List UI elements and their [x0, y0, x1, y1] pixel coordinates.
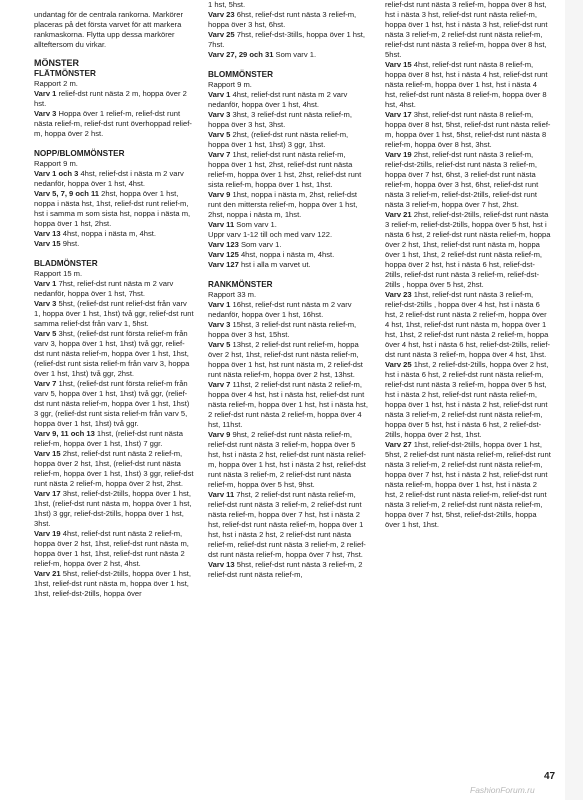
instruction-row	[208, 490, 368, 560]
row-text: 7hst, 2 relief-dst runt nästa relief-m, relief-dst runt nästa 3 relief-m, 2 relief-dst runt nästa relief-m, hoppa över 7 hst, hst i nästa 2 hst, relief-dst runt nästa relief-m, hoppa över 1 hst, hst i nästa 2 hst, 2 relief-dst runt nästa relief-m, relief-dst runt nästa 3 relief-m, 2 relief-dst runt nästa relief-m, hoppa över 7 hst, 7hst.	[208, 490, 366, 559]
col2-lead-rows	[208, 0, 368, 60]
row-label: Varv 7	[208, 380, 231, 389]
row-label: Varv 27, 29 och 31	[208, 50, 274, 59]
instruction-row	[208, 340, 368, 380]
row-text: 4hst, relief-dst runt nästa 2 relief-m, hoppa över 2 hst, 1hst, relief-dst runt nästa m, hoppa över 1 hst, 1hst, relief-dst runt nästa 2 relief-m, hoppa över 2 hst, 4hst.	[34, 529, 189, 568]
row-text: Som varv 1.	[234, 220, 277, 229]
row-label: Varv 5	[208, 130, 231, 139]
instruction-row	[208, 10, 368, 30]
instruction-row	[385, 360, 551, 440]
col3-rows	[385, 0, 551, 530]
row-label: Varv 125	[208, 250, 239, 259]
instruction-row	[385, 110, 551, 150]
row-text: 1hst, relief-dst runt nästa 3 relief-m, relief-dst-2tills , hoppa över 4 hst, hst i nästa 6 hst, 2 relief-dst runt nästa 2 relief-m, hoppa över 4 hst, 1hst, relief-dst runt nästa m, hoppa över 1 hst, 1hst, 2 relief-dst runt nästa 2 relief-m, hoppa över 4 hst, hst i nästa 6 hst, relief-dst-2tills, relief-dst runt nästa 3 relief-m, hoppa över 4 hst, 1hst.	[385, 290, 551, 359]
instruction-row	[208, 30, 368, 50]
instruction-row	[385, 60, 551, 110]
row-label: Varv 1	[34, 89, 57, 98]
instruction-row	[385, 290, 551, 360]
row-label: Varv 21	[34, 569, 61, 578]
instruction-row	[34, 239, 194, 249]
row-label: Varv 23	[208, 10, 235, 19]
row-text: 4hst, noppa i nästa m, 4hst.	[60, 229, 157, 238]
row-label: Varv 15	[34, 239, 61, 248]
row-text: 2hst, relief-dst-2tills, relief-dst runt nästa 3 relief-m, relief-dst-2tills, hoppa över 5 hst, hst i nästa 6 hst, 2 relief-dst runt nästa relief-m, hoppa över 2 hst, 1hst, relief-dst runt nästa m, hoppa över 1 hst, 1hst, 2 relief-dst runt nästa relief-m, hoppa över 2 hst, hst i nästa 6 hst, relief-dst-2tills, relief-dst runt nästa 3 relief-m, relief-dst-2tills , hoppa över 5 hst, 2hst.	[385, 210, 551, 289]
section-rapport: Rapport 15 m.	[34, 269, 83, 278]
instruction-row	[208, 380, 368, 430]
instruction-row	[208, 130, 368, 150]
row-label: Varv 23	[385, 290, 412, 299]
instruction-row	[208, 560, 368, 580]
row-text: 2hst, (relief-dst runt nästa relief-m, hoppa över 1 hst, 1hst) 3 ggr, 1hst.	[208, 130, 349, 149]
page-edge-strip	[565, 0, 583, 800]
row-label: Varv 5	[34, 329, 57, 338]
row-label: Varv 3	[208, 320, 231, 329]
instruction-row	[34, 329, 194, 379]
row-label: Varv 1 och 3	[34, 169, 79, 178]
instruction-row	[34, 299, 194, 329]
row-label: Varv 5, 7, 9 och 11	[34, 189, 100, 198]
row-label: Varv 15	[385, 60, 412, 69]
instruction-row	[385, 210, 551, 290]
row-text: 4hst, noppa i nästa m, 4hst.	[238, 250, 335, 259]
row-text: Hoppa över 1 relief-m, relief-dst runt nästa relief-m, relief-dst runt överhoppad relief-m, hoppa över 2 hst.	[34, 109, 192, 138]
row-text: 1hst, (relief-dst runt första relief-m från varv 5, hoppa över 1 hst, 1hst) två ggr, (relief-dst runt nästa relief-m, hoppa över 1 hst, 1hst) 3 ggr, (relief-dst runt sista relief-m från varv 5, hoppa över 1 hst, 1hst) två ggr.	[34, 379, 190, 428]
row-label: Varv 13	[208, 560, 235, 569]
instruction-row	[34, 89, 194, 109]
row-label: Varv 1	[208, 90, 231, 99]
col2-sections	[208, 70, 368, 580]
row-text: 1hst, noppa i nästa m, 2hst, relief-dst runt den mittersta relief-m, hoppa över 1 hst, 2hst, noppa i nästa m, 1hst.	[208, 190, 358, 219]
instruction-row	[34, 569, 194, 599]
row-label: Varv 11	[208, 490, 235, 499]
instruction-row	[208, 190, 368, 220]
instruction-row	[34, 229, 194, 239]
column-3	[385, 0, 551, 530]
row-text: 1hst, (relief-dst runt nästa relief-m, hoppa över 1 hst, 1hst) 7 ggr.	[34, 429, 184, 448]
row-text: 3hst, (relief-dst runt första relief-m från varv 3, hoppa över 1 hst, 1hst) två ggr, relief-dst runt nästa relief-m, hoppa över 1 hst, 1hst, (relief-dst runt sista relief-m från varv 3, hoppa över 1 hst, 1hst) två ggr, 2hst.	[34, 329, 190, 378]
column-1	[34, 10, 194, 599]
row-text: 4hst, relief-dst runt nästa 8 relief-m, hoppa över 8 hst, hst i nästa 4 hst, relief-dst runt nästa relief-m, hoppa över 1 hst, hst i nästa 4 hst, relief-dst runt nästa 8 relief-m, hoppa över 8 hst, 4hst.	[385, 60, 548, 109]
row-label: Varv 19	[385, 150, 412, 159]
row-label: Varv 17	[34, 489, 61, 498]
row-text: 6hst, relief-dst runt nästa 3 relief-m, hoppa över 3 hst, 6hst.	[208, 10, 357, 29]
instruction-row	[34, 279, 194, 299]
instruction-row	[385, 0, 551, 60]
row-label: Varv 19	[34, 529, 61, 538]
instruction-row	[208, 110, 368, 130]
row-label: Varv 13	[34, 229, 61, 238]
row-text: 16hst, relief-dst runt nästa m 2 varv nedanför, hoppa över 1 hst, 16hst.	[208, 300, 352, 319]
section-rapport: Rapport 2 m.	[34, 79, 78, 88]
instruction-row	[34, 489, 194, 529]
instruction-row	[208, 300, 368, 320]
row-text: 5hst, relief-dst-2tills, hoppa över 1 hst, 1hst, relief-dst runt nästa m, hoppa över 1 hst, 1hst, relief-dst-2tills, hoppa över	[34, 569, 192, 598]
row-text: Som varv 1.	[238, 240, 282, 249]
instruction-row	[208, 0, 368, 10]
section-rapport: Rapport 33 m.	[208, 290, 257, 299]
row-text: 7hst, relief-dst runt nästa m 2 varv nedanför, hoppa över 1 hst, 7hst.	[34, 279, 174, 298]
row-text: 13hst, 2 relief-dst runt relief-m, hoppa över 2 hst, 1hst, relief-dst runt nästa relief-m, hoppa över 1 hst, hst runt nästa m, 2 relief-dst runt nästa relief-m, hoppa över 2 hst, 13hst.	[208, 340, 363, 379]
row-text: 1hst, 2 relief-dst-2tills, hoppa över 2 hst, hst i nästa 6 hst, 2 relief-dst runt nästa relief-m, relief-dst runt nästa 3 relief-m, hoppa över 5 hst, hst i nästa 2 hst, relief-dst runt nästa relief-m, hoppa över 1 hst, hst i nästa 2 hst, relief-dst runt nästa 3 relief-m, 2 relief-dst runt nästa relief-m, hoppa över 5 hst, hst i nästa 6 hst, 2 relief-dst-2tills, hoppa över 2 hst, 1hst.	[385, 360, 549, 439]
row-text: 9hst.	[60, 239, 80, 248]
row-text: 5hst, relief-dst runt nästa 3 relief-m, 2 relief-dst runt nästa relief-m,	[208, 560, 363, 579]
instruction-row	[34, 529, 194, 569]
row-text: 11hst, 2 relief-dst runt nästa 2 relief-m, hoppa över 4 hst, hst i nästa hst, relief-dst runt nästa relief-m, hoppa över 1 hst, hst i nästa hst, 2 relief-dst runt nästa 2 relief-m, hoppa över 4 hst, 11hst.	[208, 380, 368, 429]
section-title: RANKMÖNSTER	[208, 280, 273, 289]
instruction-row	[208, 50, 368, 60]
row-text: 2hst, relief-dst runt nästa 3 relief-m, relief-dst-2tills, relief-dst runt nästa 3 relief-m, hoppa över 7 hst, 6hst, 3 relief-dst runt nästa relief-m, hoppa över 3 hst, 6hst, relief-dst runt nästa 3 relief-m, relief-dst-2tills, relief-dst runt nästa 3 relief-m, hoppa över 7 hst, 2hst.	[385, 150, 539, 209]
row-label: Varv 21	[385, 210, 412, 219]
row-label: Varv 1	[34, 279, 57, 288]
instruction-row	[208, 320, 368, 340]
intro-paragraph: undantag för de centrala rankorna. Markörer placeras på det första varvet för att markera rankmaskorna. Flytta upp dessa markörer allteftersom du virkar.	[34, 10, 184, 49]
row-text: relief-dst runt nästa 3 relief-m, hoppa över 8 hst, hst i nästa 3 hst, relief-dst runt nästa relief-m, hoppa över 1 hst, hst i nästa 3 hst, relief-dst runt nästa 3 relief-m, 2 relief-dst runt nästa relief-m, relief-dst runt nästa 3 relief-m, hoppa över 8 hst, 5hst.	[385, 0, 548, 59]
instruction-row	[385, 440, 551, 530]
row-text: 2hst, hoppa över 1 hst, noppa i nästa hst, 1hst, relief-dst runt relief-m, hst i samma m som sista hst, noppa i nästa m, hoppa över 1 hst, 2hst.	[34, 189, 191, 228]
row-text: 1hst, relief-dst runt nästa relief-m, hoppa över 1 hst, 2hst, relief-dst runt nästa relief-m, hoppa över 1 hst, 2hst, relief-dst runt sista relief-m, hoppa över 1 hst, 1hst.	[208, 150, 362, 189]
row-label: Varv 9	[208, 430, 231, 439]
row-label: Varv 25	[385, 360, 412, 369]
row-text: Som varv 1.	[273, 50, 317, 59]
section-title: BLADMÖNSTER	[34, 259, 98, 268]
row-label: Varv 3	[34, 109, 57, 118]
instruction-row	[34, 169, 194, 189]
row-label: Varv 7	[208, 150, 231, 159]
instruction-row	[208, 430, 368, 490]
instruction-row	[208, 90, 368, 110]
instruction-row	[34, 109, 194, 139]
row-label: Varv 5	[208, 340, 231, 349]
instruction-row	[208, 220, 368, 240]
page-number: 47	[544, 771, 556, 782]
row-label: Varv 17	[385, 110, 412, 119]
col1-sections	[34, 69, 194, 599]
column-2	[208, 0, 368, 580]
row-text: 3hst, relief-dst-2tills, hoppa över 1 hst, 1hst, (relief-dst runt nästa m, hoppa över 1 hst, 1hst) 3 ggr, relief-dst-2tills, hoppa över 1 hst, 3hst.	[34, 489, 192, 528]
row-label: Varv 123	[208, 240, 239, 249]
row-label: Varv 1	[208, 300, 231, 309]
row-label: Varv 25	[208, 30, 235, 39]
section-title: BLOMMÖNSTER	[208, 70, 274, 79]
instruction-row	[208, 260, 368, 270]
instruction-row	[208, 250, 368, 260]
row-text: 15hst, 3 relief-dst runt nästa relief-m, hoppa över 3 hst, 15hst.	[208, 320, 357, 339]
row-label: Varv 11	[208, 220, 235, 229]
row-label: Varv 15	[34, 449, 61, 458]
row-text: 3hst, relief-dst runt nästa 8 relief-m, hoppa över 8 hst, 5hst, relief-dst runt nästa relief-m, hoppa över 1 hst, 5hst, relief-dst runt nästa 8 relief-m, hoppa över 8 hst, 3hst.	[385, 110, 551, 149]
instruction-row	[34, 189, 194, 229]
row-text: 4hst, relief-dst runt nästa m 2 varv nedanför, hoppa över 1 hst, 4hst.	[208, 90, 348, 109]
heading-monster: MÖNSTER	[34, 58, 79, 68]
section-title: NOPP/BLOMMÖNSTER	[34, 149, 125, 158]
row-label: Varv 9	[208, 190, 231, 199]
row-text: 7hst, relief-dst-3tills, hoppa över 1 hst, 7hst.	[208, 30, 366, 49]
row-text: 9hst, 2 relief-dst runt nästa relief-m, relief-dst runt nästa 3 relief-m, hoppa över 5 hst, hst i nästa 2 hst, relief-dst runt nästa relief-m, hoppa över 1 hst, hst i nästa 2 hst, relief-dst runt nästa 3 relief-m, 2 relief-dst runt nästa relief-m, hoppa över 5 hst, 9hst.	[208, 430, 366, 489]
watermark-text: FashionForum.ru	[470, 785, 535, 795]
instruction-row	[34, 449, 194, 489]
section-rapport: Rapport 9 m.	[34, 159, 78, 168]
row-text: 1hst, relief-dst-2tills, hoppa över 1 hst, 5hst, 2 relief-dst runt nästa relief-m, relief-dst runt nästa 3 relief-m, 2 relief-dst runt nästa relief-m, hoppa över 7 hst, hst i nästa 2 hst, relief-dst runt nästa relief-m, hoppa över 1 hst, hst i nästa 2 hst, 2 relief-dst runt nästa relief-m, relief-dst runt nästa 3 relief-m, 2 relief-dst runt nästa relief-m, hoppa över 7 hst, 5hst, relief-dst-2tills, hoppa över 1 hst, 1hst.	[385, 440, 551, 529]
row-label: Varv 7	[34, 379, 57, 388]
row-text: relief-dst runt nästa 2 m, hoppa över 2 hst.	[34, 89, 187, 108]
row-text: Uppr varv 1-12 till och med varv 122.	[208, 230, 333, 239]
instruction-row	[208, 150, 368, 190]
section-title: FLÄTMÖNSTER	[34, 69, 96, 78]
row-label: Varv 27	[385, 440, 412, 449]
instruction-row	[34, 429, 194, 449]
instruction-row	[208, 240, 368, 250]
instruction-row	[34, 379, 194, 429]
row-text: hst i alla m varvet ut.	[238, 260, 311, 269]
row-label: Varv 3	[208, 110, 231, 119]
row-text: 1 hst, 5hst.	[208, 0, 246, 9]
row-label: Varv 3	[34, 299, 57, 308]
row-text: 2hst, relief-dst runt nästa 2 relief-m, hoppa över 2 hst, 1hst, (relief-dst runt nästa relief-m, hoppa över 1 hst, 1hst) 3 ggr, relief-dst runt nästa 2 relief-m, hoppa över 2 hst, 2hst.	[34, 449, 194, 488]
row-text: 5hst, (relief-dst runt relief-dst från varv 1, hoppa över 1 hst, 1hst) två ggr, relief-dst runt samma relief-dst från varv 1, 5hst.	[34, 299, 194, 328]
instruction-row	[385, 150, 551, 210]
row-label: Varv 127	[208, 260, 239, 269]
row-label: Varv 9, 11 och 13	[34, 429, 95, 438]
row-text: 3hst, 3 relief-dst runt nästa relief-m, hoppa över 3 hst, 3hst.	[208, 110, 352, 129]
section-rapport: Rapport 9 m.	[208, 80, 252, 89]
row-text: 4hst, relief-dst i nästa m 2 varv nedanför, hoppa över 1 hst, 4hst.	[34, 169, 184, 188]
